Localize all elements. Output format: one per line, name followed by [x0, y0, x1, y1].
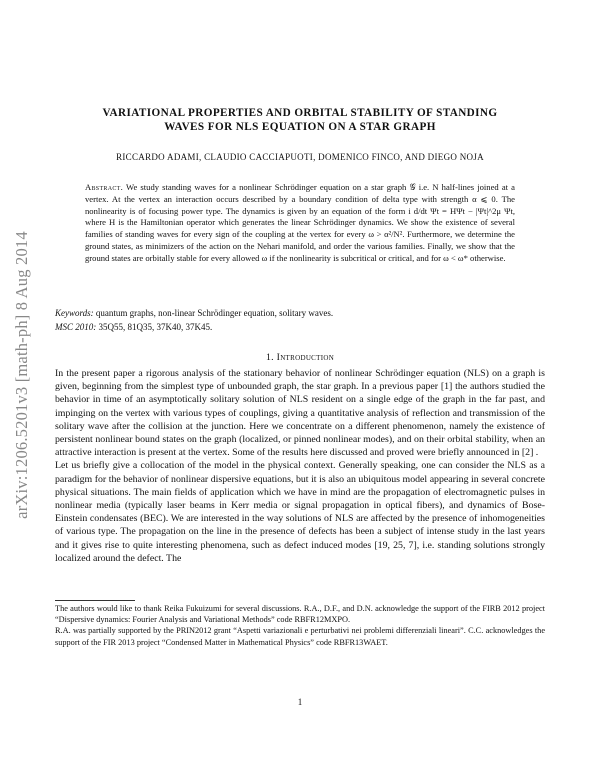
paper-title	[66, 106, 534, 134]
footnote	[55, 603, 545, 648]
msc-text: 35Q55, 81Q35, 37K40, 37K45.	[98, 322, 213, 332]
msc-line	[55, 320, 545, 334]
msc-label: MSC 2010:	[55, 322, 97, 332]
footnote-line-2: R.A. was partially supported by the PRIN2012 grant “Aspetti variazionali e perturbativi nei problemi differenziali lineari”. C.C. acknowledges the support of the FIR 2013 project “Condensed Matter in Mathematical Physics” code RBFR13WAET.	[55, 626, 545, 647]
keywords-label: Keywords:	[55, 308, 94, 318]
abstract-label: Abstract.	[85, 182, 124, 192]
author-list: RICCARDO ADAMI, CLAUDIO CACCIAPUOTI, DOMENICO FINCO, AND DIEGO NOJA	[116, 152, 484, 162]
title-line-2: WAVES FOR NLS EQUATION ON A STAR GRAPH	[164, 121, 436, 133]
footnote-rule	[55, 600, 135, 601]
footnote-line-1: The authors would like to thank Reika Fukuizumi for several discussions. R.A., D.F., and D.N. acknowledge the support of the FIRB 2012 project “Dispersive dynamics: Fourier Analysis and Variational Methods” code RBFR12MXPO.	[55, 604, 545, 625]
body-paragraph-2: Let us briefly give a collocation of the model in the physical context. Generally speaking, one can consider the NLS as a paradigm for the behavior of nonlinear dispersive equations, but it is also an ubiquitous model appearing in several concrete physical situations. The main fields of application which we have in mind are the propagation of electromagnetic pulses in nonlinear media (typically laser beams in Kerr media or signal propagation in optical fibers), and dynamics of Bose-Einstein condensates (BEC). We are interested in the way solutions of NLS are affected by the presence of inhomogeneities of various type. The propagation on the line in the presence of defects has been a subject of intense study in the last years and it gives rise to quite interesting phenomena, such as defect induced modes [19, 25, 7], i.e. standing solutions strongly localized around the defect. The	[55, 460, 545, 564]
title-line-1: VARIATIONAL PROPERTIES AND ORBITAL STABILITY OF STANDING	[102, 107, 498, 119]
page-number: 1	[297, 697, 303, 707]
body-text	[55, 367, 545, 565]
abstract-text: We study standing waves for a nonlinear Schrödinger equation on a star graph 𝒢 i.e. N half-lines joined at a vertex. At the vertex an interaction occurs described by a boundary condition of delta type with strength α ⩽ 0. The nonlinearity is of focusing power type. The dynamics is given by an equation of the form i d/dt Ψt = HΨt − |Ψt|^2μ Ψt, where H is the Hamiltonian operator which generates the linear Schrödinger dynamics. We show the existence of several families of standing waves for every sign of the coupling at the vertex for every ω > α²/N². Furthermore, we determine the ground states, as minimizers of the action on the Nehari manifold, and order the various families. Finally, we show that the ground states are orbitally stable for every allowed ω if the nonlinearity is subcritical or critical, and for ω < ω* otherwise.	[85, 182, 515, 263]
section-number: 1.	[265, 352, 274, 363]
keywords-line	[55, 306, 545, 320]
arxiv-identifier-stamp[interactable]: arXiv:1206.5201v3 [math-ph] 8 Aug 2014	[12, 231, 31, 519]
body-paragraph-1: In the present paper a rigorous analysis of the stationary behavior of nonlinear Schrödinger equation (NLS) on a graph is given, beginning from the simplest type of unbounded graph, the star graph. In a previous paper [1] the authors studied the behavior in time of an asymptotically solitary solution of NLS resident on a single edge of the graph in the far past, and impinging on the vertex with various types of couplings, giving a quantitative analysis of reflection and transmission of the solitary wave after the collision at the junction. Here we concentrate on a different phenomenon, namely the existence of persistent nonlinear bound states on the graph (localized, or pinned nonlinear modes), and on their orbital stability, when an attractive interaction is present at the vertex. Some of the results here discussed and proved were briefly announced in [2] .	[55, 368, 545, 459]
section-title: Introduction	[276, 352, 335, 363]
keywords-block	[55, 306, 545, 334]
abstract	[85, 182, 515, 265]
keywords-text: quantum graphs, non-linear Schrödinger equation, solitary waves.	[95, 308, 334, 318]
section-heading	[55, 352, 545, 363]
